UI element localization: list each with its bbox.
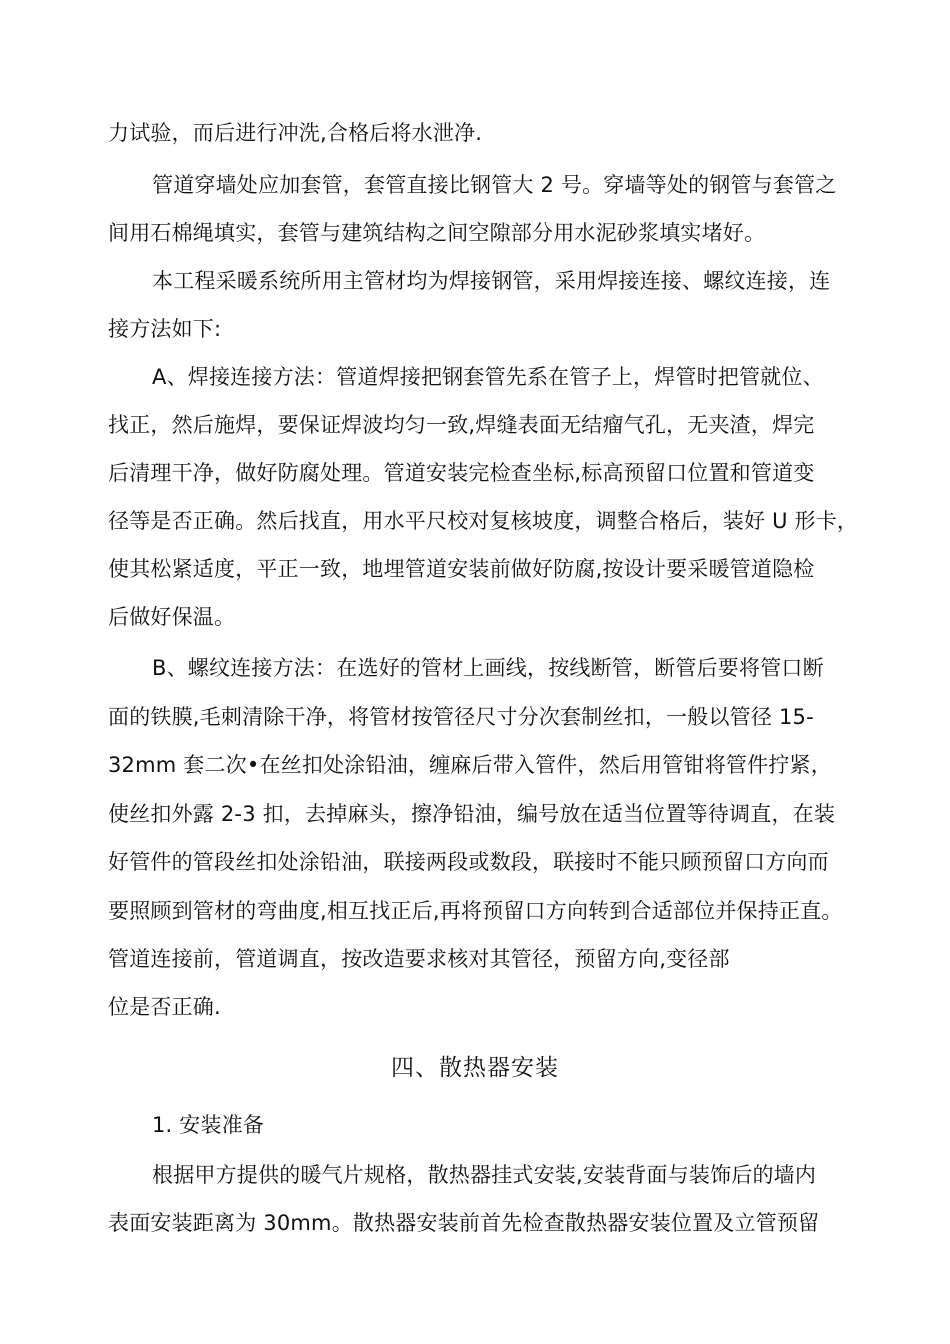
- text-line: 32mm 套二次•在丝扣处涂铅油，缠麻后带入管件，然后用管钳将管件拧紧，: [108, 753, 832, 777]
- text-line: 后清理干净，做好防腐处理。管道安装完检查坐标,标高预留口位置和管道变: [108, 461, 815, 485]
- text-line: 表面安装距离为 30mm。散热器安装前首先检查散热器安装位置及立管预留: [108, 1211, 820, 1235]
- text-line: 间用石棉绳填实，套管与建筑结构之间空隙部分用水泥砂浆填实堵好。: [108, 221, 766, 245]
- text-line: 找正，然后施焊，要保证焊波均匀一致,焊缝表面无结瘤气孔，无夹渣，焊完: [108, 413, 815, 437]
- text-line: 根据甲方提供的暖气片规格，散热器挂式安装,安装背面与装饰后的墙内: [152, 1163, 817, 1187]
- text-line: 面的铁膜,毛刺清除干净，将管材按管径尺寸分次套制丝扣，一般以管径 15-: [108, 705, 814, 729]
- text-line: A、焊接连接方法：管道焊接把钢套管先系在管子上，焊管时把管就位、: [152, 365, 824, 389]
- subheading: 1. 安装准备: [152, 1113, 265, 1137]
- text-line: 使丝扣外露 2-3 扣，去掉麻头，擦净铅油，编号放在适当位置等待调直，在装: [108, 802, 836, 826]
- text-line: 本工程采暖系统所用主管材均为焊接钢管，采用焊接连接、螺纹连接，连: [152, 269, 831, 293]
- text-line: 位是否正确.: [108, 995, 221, 1019]
- text-line: 要照顾到管材的弯曲度,相互找正后,再将预留口方向转到合适部位并保持正直。: [108, 899, 843, 923]
- section-heading: 四、散热器安装: [391, 1055, 559, 1081]
- text-line: 径等是否正确。然后找直，用水平尺校对复核坡度，调整合格后，装好 U 形卡，: [108, 509, 859, 533]
- text-line: B、螺纹连接方法：在选好的管材上画线，按线断管，断管后要将管口断: [152, 656, 824, 680]
- text-line: 管道连接前，管道调直，按改造要求核对其管径，预留方向,变径部: [108, 947, 730, 971]
- text-line: 力试验，而后进行冲洗,合格后将水泄净.: [108, 121, 483, 145]
- text-line: 后做好保温。: [108, 605, 236, 629]
- text-line: 使其松紧适度，平正一致，地埋管道安装前做好防腐,按设计要采暖管道隐检: [108, 557, 815, 581]
- text-line: 管道穿墙处应加套管，套管直接比钢管大 2 号。穿墙等处的钢管与套管之: [152, 173, 837, 197]
- text-line: 好管件的管段丝扣处涂铅油，联接两段或数段，联接时不能只顾预留口方向而: [108, 850, 829, 874]
- text-line: 接方法如下:: [108, 317, 222, 341]
